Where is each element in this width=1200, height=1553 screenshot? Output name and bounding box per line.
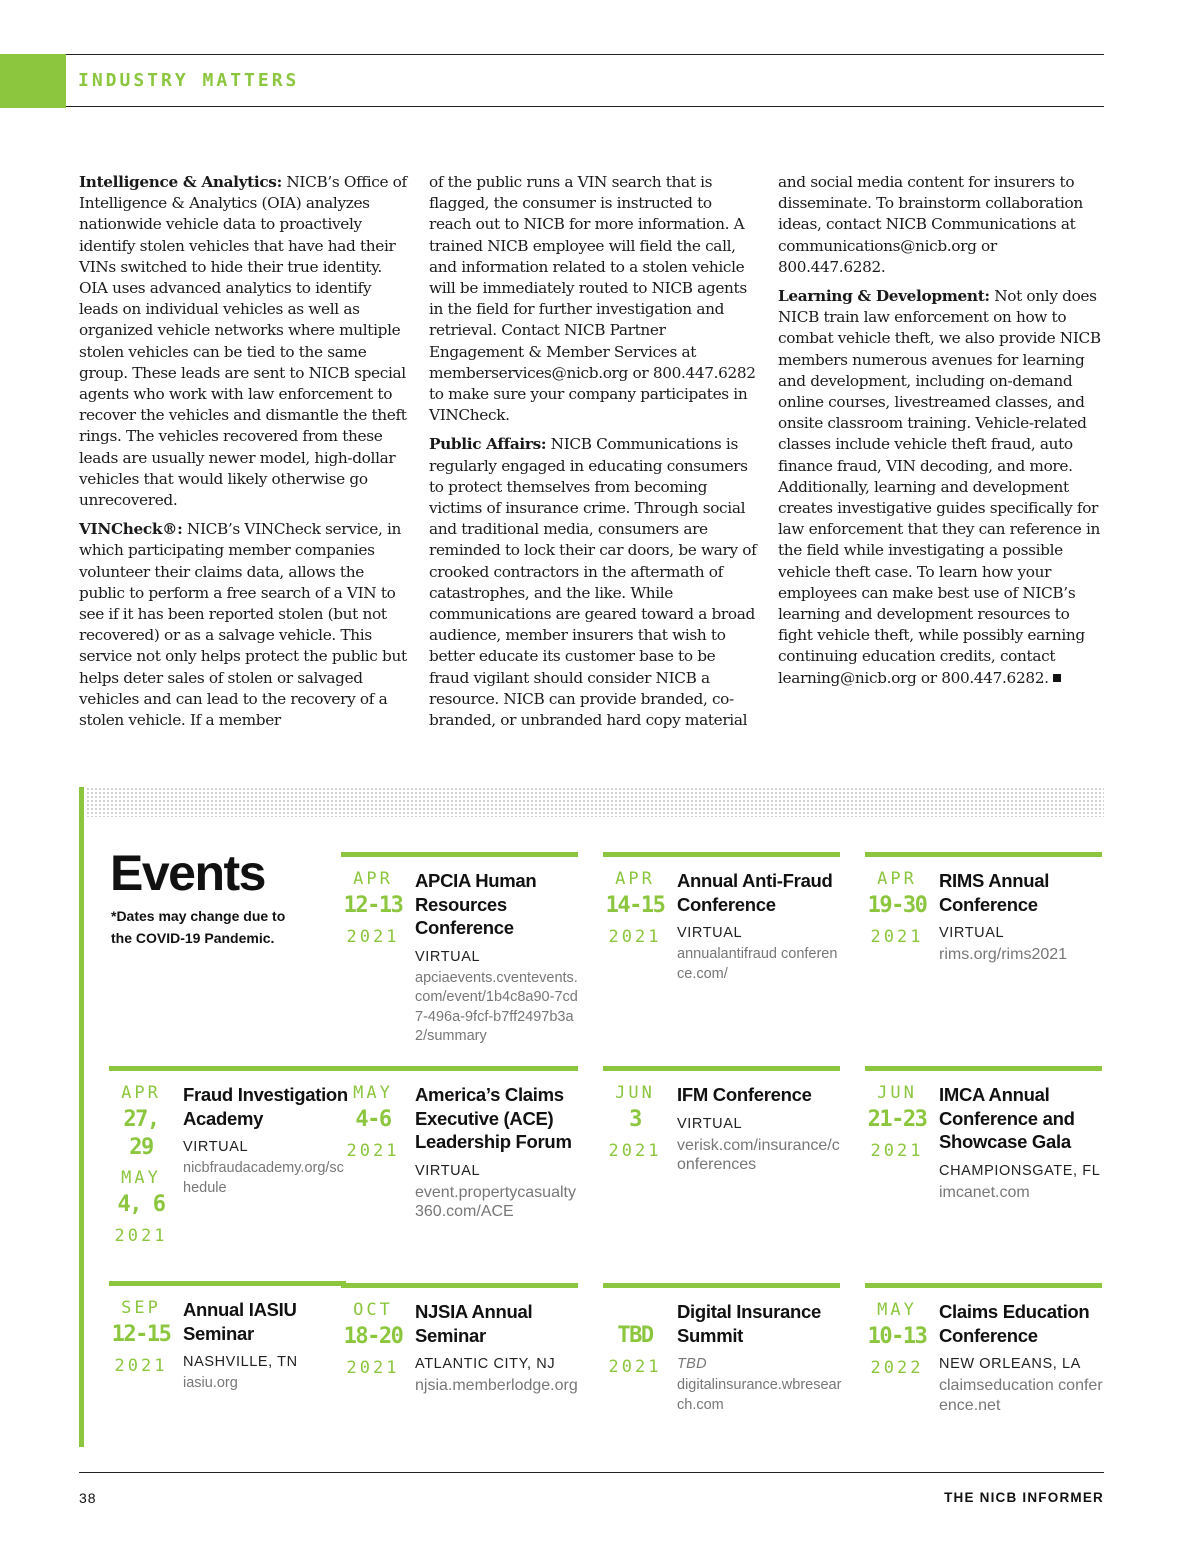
event-month: OCT xyxy=(353,1300,393,1320)
paragraph-public-affairs-continued xyxy=(778,172,1106,278)
event-days: 18-20 xyxy=(343,1324,403,1349)
events-note: *Dates may change due to the COVID-19 Pandemic. xyxy=(111,908,286,946)
section-title: INDUSTRY MATTERS xyxy=(78,70,300,91)
event-date xyxy=(341,1083,405,1161)
event-name: IFM Conference xyxy=(677,1084,812,1105)
event-info xyxy=(415,869,581,1047)
event-days: 12-15 xyxy=(111,1322,171,1347)
paragraph-intelligence-analytics xyxy=(79,172,407,511)
event-month: MAY xyxy=(353,1083,393,1103)
event-year: 2021 xyxy=(608,927,662,947)
paragraph-text: and social media content for insurers to disseminate. To brainstorm collaboration ideas, contact NICB Communications at communications@nicb.org or 800.447.6282. xyxy=(778,173,1083,276)
event-days: 19-30 xyxy=(867,893,927,918)
event-location: TBD xyxy=(677,1356,707,1372)
event-month: APR xyxy=(353,869,393,889)
event-location: CHAMPIONSGATE, FL xyxy=(939,1162,1101,1179)
event-year: 2021 xyxy=(870,1141,924,1161)
events-dotted-band xyxy=(86,787,1104,817)
paragraph-lead: Public Affairs: xyxy=(429,435,547,454)
event-url-link[interactable]: nicbfraudacademy.org/schedule xyxy=(183,1160,344,1196)
event-year: 2021 xyxy=(114,1226,168,1246)
event-name: APCIA Human Resources Conference xyxy=(415,870,537,938)
paragraph-lead: Learning & Development: xyxy=(778,287,990,306)
event-name: Digital Insurance Summit xyxy=(677,1301,821,1346)
event-year: 2021 xyxy=(346,927,400,947)
event-name: Annual Anti-Fraud Conference xyxy=(677,870,833,915)
event-card-apcia xyxy=(341,852,578,1042)
event-url-link[interactable]: iasiu.org xyxy=(183,1375,238,1391)
article-column-3 xyxy=(778,172,1106,697)
event-month: JUN xyxy=(877,1083,917,1103)
event-year: 2022 xyxy=(870,1358,924,1378)
event-card-ifm xyxy=(603,1066,840,1256)
event-info xyxy=(677,1083,843,1175)
event-name: Annual IASIU Seminar xyxy=(183,1299,297,1344)
section-color-tab xyxy=(0,54,66,108)
event-card-claims-education xyxy=(865,1283,1102,1473)
paragraph-vincheck-continued xyxy=(429,172,757,426)
event-days: 12-13 xyxy=(343,893,403,918)
event-month-secondary: MAY xyxy=(121,1168,161,1188)
event-card-rims xyxy=(865,852,1102,1042)
event-url-link[interactable]: annualantifraud conference.com/ xyxy=(677,946,838,982)
event-days: 14-15 xyxy=(605,893,665,918)
event-date xyxy=(341,869,405,947)
event-card-fraud-academy xyxy=(109,1066,346,1256)
event-days: 27, 29 xyxy=(123,1107,159,1160)
event-location: VIRTUAL xyxy=(415,1162,481,1179)
article-column-1 xyxy=(79,172,407,739)
event-date xyxy=(341,1300,405,1378)
event-card-imca xyxy=(865,1066,1102,1256)
event-month: SEP xyxy=(121,1298,161,1318)
event-date xyxy=(865,1300,929,1378)
event-location: VIRTUAL xyxy=(939,925,1005,941)
event-days: 21-23 xyxy=(867,1107,927,1132)
paragraph-text: NICB’s VINCheck service, in which participating member companies volunteer their claims data, allows the public to perform a free search of a VIN to see if it has been reported stolen (but not recovered) or as a salvage vehicle. This service not only helps protect the public but helps deter sales of stolen or salvaged vehicles and can lead to the recovery of a stolen vehicle. If a member xyxy=(79,520,407,730)
end-of-article-mark xyxy=(1053,674,1061,682)
paragraph-text: Not only does NICB train law enforcement on how to combat vehicle theft, we also provide NICB members numerous avenues for learning and development, including on-demand online courses, livestreamed classes, and onsite classroom training. Vehicle-related classes include vehicle theft fraud, auto finance fraud, VIN decoding, and more. Additionally, learning and development creates investigative guides specifically for law enforcement that they can reference in the field while investigating a possible vehicle theft case. To learn how your employees can make best use of NICB’s learning and development resources to fight vehicle theft, while possibly earning continuing education credits, contact learning@nicb.org or 800.447.6282. xyxy=(778,287,1101,687)
paragraph-learning-development xyxy=(778,286,1106,689)
event-year: 2021 xyxy=(608,1141,662,1161)
event-days: 3 xyxy=(629,1107,641,1132)
event-card-anti-fraud xyxy=(603,852,840,1042)
event-year: 2021 xyxy=(346,1141,400,1161)
paragraph-text: NICB’s Office of Intelligence & Analytics (OIA) analyzes nationwide vehicle data to proactively identify stolen vehicles that have had their VINs switched to hide their true identity. OIA uses advanced analytics to identify leads on individual vehicles as well as organized vehicle networks where multiple stolen vehicles can be tied to the same group. These leads are sent to NICB special agents who work with law enforcement to recover the vehicles and dismantle the theft rings. The vehicles recovered from these leads are usually newer model, high-dollar vehicles that would likely otherwise go unrecovered. xyxy=(79,173,407,510)
event-days-secondary: 4, 6 xyxy=(117,1192,165,1217)
paragraph-text: of the public runs a VIN search that is flagged, the consumer is instructed to reach out to NICB for more information. A trained NICB employee will field the call, and information related to a stolen vehicle will be immediately routed to NICB agents in the field for further investigation and retrieval. Contact NICB Partner Engagement & Member Services at memberservices@nicb.org or 800.447.6282 to make sure your company participates in VINCheck. xyxy=(429,173,756,425)
event-card-digital-insurance xyxy=(603,1283,840,1473)
event-year: 2021 xyxy=(608,1357,662,1377)
event-url-link[interactable]: event.propertycasualty360.com/ACE xyxy=(415,1183,576,1220)
event-date xyxy=(865,869,929,947)
event-month: MAY xyxy=(877,1300,917,1320)
event-card-iasiu xyxy=(109,1281,346,1471)
event-year: 2021 xyxy=(114,1356,168,1376)
event-card-ace-forum xyxy=(341,1066,578,1256)
event-location: VIRTUAL xyxy=(415,948,481,965)
event-url-link[interactable]: njsia.memberlodge.org xyxy=(415,1377,578,1394)
event-url-link[interactable]: verisk.com/insurance/conferences xyxy=(677,1136,840,1173)
paragraph-vincheck xyxy=(79,519,407,731)
event-info xyxy=(183,1298,349,1394)
event-days: TBD xyxy=(617,1323,653,1348)
paragraph-lead: Intelligence & Analytics: xyxy=(79,173,282,191)
event-url-link[interactable]: digitalinsurance.wbresearch.com xyxy=(677,1377,842,1413)
event-info xyxy=(939,1300,1105,1415)
paragraph-lead: VINCheck®: xyxy=(79,520,183,539)
event-date xyxy=(109,1083,173,1246)
event-date xyxy=(603,869,667,947)
event-month: APR xyxy=(877,869,917,889)
article-column-2 xyxy=(429,172,757,739)
event-url-link[interactable]: rims.org/rims2021 xyxy=(939,946,1068,963)
event-info xyxy=(939,869,1105,965)
event-name: IMCA Annual Conference and Showcase Gala xyxy=(939,1084,1075,1152)
event-days: 10-13 xyxy=(867,1324,927,1349)
event-location: VIRTUAL xyxy=(677,925,743,941)
event-card-njsia xyxy=(341,1283,578,1473)
event-month: APR xyxy=(615,869,655,889)
event-info xyxy=(415,1300,581,1396)
event-location: NASHVILLE, TN xyxy=(183,1354,298,1370)
events-accent-bar xyxy=(79,787,84,1447)
event-info xyxy=(677,1300,843,1415)
event-month: JUN xyxy=(615,1083,655,1103)
event-year: 2021 xyxy=(870,927,924,947)
page-number: 38 xyxy=(79,1490,97,1506)
event-name: RIMS Annual Conference xyxy=(939,870,1050,915)
event-date xyxy=(603,1300,667,1377)
header-rule-top xyxy=(66,54,1104,55)
event-days: 4-6 xyxy=(355,1107,391,1132)
event-url-link[interactable]: imcanet.com xyxy=(939,1183,1030,1201)
event-location: ATLANTIC CITY, NJ xyxy=(415,1356,556,1372)
footer-rule xyxy=(79,1472,1104,1473)
header-rule-bottom xyxy=(66,106,1104,107)
event-info xyxy=(183,1083,349,1198)
event-location: NEW ORLEANS, LA xyxy=(939,1356,1081,1372)
event-name: NJSIA Annual Seminar xyxy=(415,1301,533,1346)
event-location: VIRTUAL xyxy=(183,1139,249,1155)
event-name: Claims Education Conference xyxy=(939,1301,1090,1346)
publication-name: THE NICB INFORMER xyxy=(944,1490,1104,1505)
event-name: America’s Claims Executive (ACE) Leadership Forum xyxy=(415,1084,572,1152)
event-location: VIRTUAL xyxy=(677,1115,743,1132)
event-date xyxy=(603,1083,667,1161)
event-info xyxy=(677,869,843,984)
event-info xyxy=(939,1083,1105,1202)
event-url-link[interactable]: apciaevents.cventevents.com/event/1b4c8a90-7cd7-496a-9fcf-b7ff2497b3a2/summary xyxy=(415,969,578,1044)
event-month: APR xyxy=(121,1083,161,1103)
paragraph-text: NICB Communications is regularly engaged in educating consumers to protect themselves from becoming victims of insurance crime. Through social and traditional media, consumers are reminded to lock their car doors, be wary of crooked contractors in the aftermath of catastrophes, and the like. While communications are geared toward a broad audience, member insurers that wish to better educate its customer base to be fraud vigilant should consider NICB a resource. NICB can provide branded, co-branded, or unbranded hard copy material xyxy=(429,435,757,730)
event-date xyxy=(865,1083,929,1161)
event-date xyxy=(109,1298,173,1376)
event-info xyxy=(415,1083,581,1222)
event-name: Fraud Investigation Academy xyxy=(183,1084,348,1129)
events-title: Events xyxy=(110,845,265,901)
event-url-link[interactable]: claimseducation conference.net xyxy=(939,1377,1103,1414)
event-year: 2021 xyxy=(346,1358,400,1378)
paragraph-public-affairs xyxy=(429,434,757,731)
